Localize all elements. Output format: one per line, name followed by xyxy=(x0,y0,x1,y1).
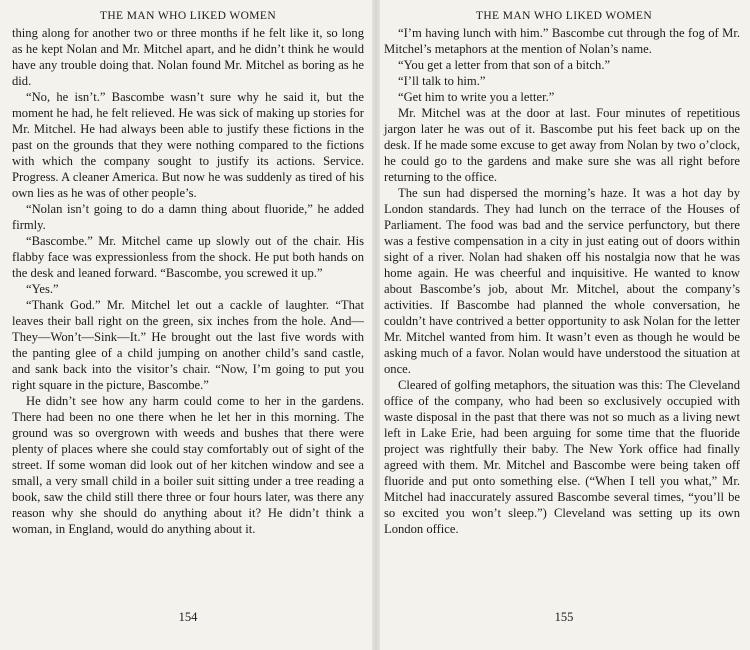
paragraph: “Nolan isn’t going to do a damn thing about fluoride,” he added firmly. xyxy=(12,202,364,232)
right-page xyxy=(378,0,750,650)
running-head: THE MAN WHO LIKED WOMEN xyxy=(475,10,653,22)
paragraph: He didn’t see how any harm could come to her in the gardens. There had been no one there when he let her in this morning. The ground was so overgrown with weeds and bushes that there were plenty of places where she could stay comfortably out of sight of the street. If some woman did look out of her kitchen window and see a small, a very small child in a boiler suit sitting under a tree reading a book, saw the child still there three or four hours later, was there any reason why she should do anything about it? He didn’t think a woman, in England, would do anything about it. xyxy=(12,394,364,536)
paragraph: “Get him to write you a letter.” xyxy=(398,90,555,104)
paragraph: “I’ll talk to him.” xyxy=(398,74,486,88)
paragraph: The sun had dispersed the morning’s haze. It was a hot day by London standards. They had lunch on the terrace of the Houses of Parliament. The food was bad and the service perfunctory, but there was a festive compensation in a city in just eating out of doors within sight of a river. Nolan had shaken off his nostalgia now that he was home again. He was cheerful and inquisitive. He wanted to know about Bascombe’s job, about Mr. Mitchel, about the company’s activities. If Bascombe had planned the whole conversation, he couldn’t have contrived a better opportunity to ask Nolan for the letter Mr. Mitchel wanted from him. It wasn’t even as though he would be asking much of a favor. Nolan would have understood the situation at once. xyxy=(384,186,740,376)
page-body xyxy=(12,25,364,537)
paragraph: “Yes.” xyxy=(26,282,59,296)
page-number: 154 xyxy=(178,610,198,624)
page-number: 155 xyxy=(554,610,574,624)
paragraph: “Bascombe.” Mr. Mitchel came up slowly out of the chair. His flabby face was expressionless from the shock. He put both hands on the desk and leaned forward. “Bascombe, you screwed it up.” xyxy=(12,234,364,280)
paragraph: “I’m having lunch with him.” Bascombe cut through the fog of Mr. Mitchel’s metaphors at the mention of Nolan’s name. xyxy=(384,26,740,56)
paragraph: “Thank God.” Mr. Mitchel let out a cackle of laughter. “That leaves their ball right on the green, six inches from the hole. And—They—Won’t—Sink—It.” He brought out the last five words with the panting glee of a child jumping on another child’s sand castle, and sank back into the visitor’s chair. “Now, I’m going to put you right square in the picture, Bascombe.” xyxy=(12,298,364,392)
running-head: THE MAN WHO LIKED WOMEN xyxy=(99,10,277,22)
paragraph: Cleared of golfing metaphors, the situation was this: The Cleveland office of the company, who had been so exclusively occupied with waste disposal in the past that there was not so much as a living newt left in Lake Erie, had been arguing for some time that the fluoride project was rightfully their baby. The New York office had finally agreed with them. Mr. Mitchel and Bascombe were being taken off fluoride and put onto something else. (“When I tell you what,” Mr. Mitchel had inaccurately assured Bascombe several times, “you’ll be so excited you won’t sleep.”) Cleveland was setting up its own London office. xyxy=(384,378,740,536)
paragraph: Mr. Mitchel was at the door at last. Four minutes of repetitious jargon later he was out of it. Bascombe put his feet back up on the desk. If he made some excuse to get away from Nolan by two o’clock, he could go to the gardens and make sure she was all right before returning to the office. xyxy=(384,106,740,184)
paragraph: “You get a letter from that son of a bitch.” xyxy=(398,58,611,72)
paragraph: thing along for another two or three months if he felt like it, so long as he kept Nolan and Mr. Mitchel apart, and he didn’t think he would have any trouble doing that. Nolan found Mr. Mitchel as boring as he did. xyxy=(12,26,364,88)
paragraph: “No, he isn’t.” Bascombe wasn’t sure why he said it, but the moment he had, he felt relieved. He was sick of making up stories for Mr. Mitchel. He had always been able to justify these fictions in the past on the grounds that they were nothing compared to the fictions with which the company sought to justify its actions. Service. Progress. A cleaner America. But now he was suddenly as tired of his own lies as he was of other people’s. xyxy=(12,90,364,200)
page-body xyxy=(384,25,740,537)
